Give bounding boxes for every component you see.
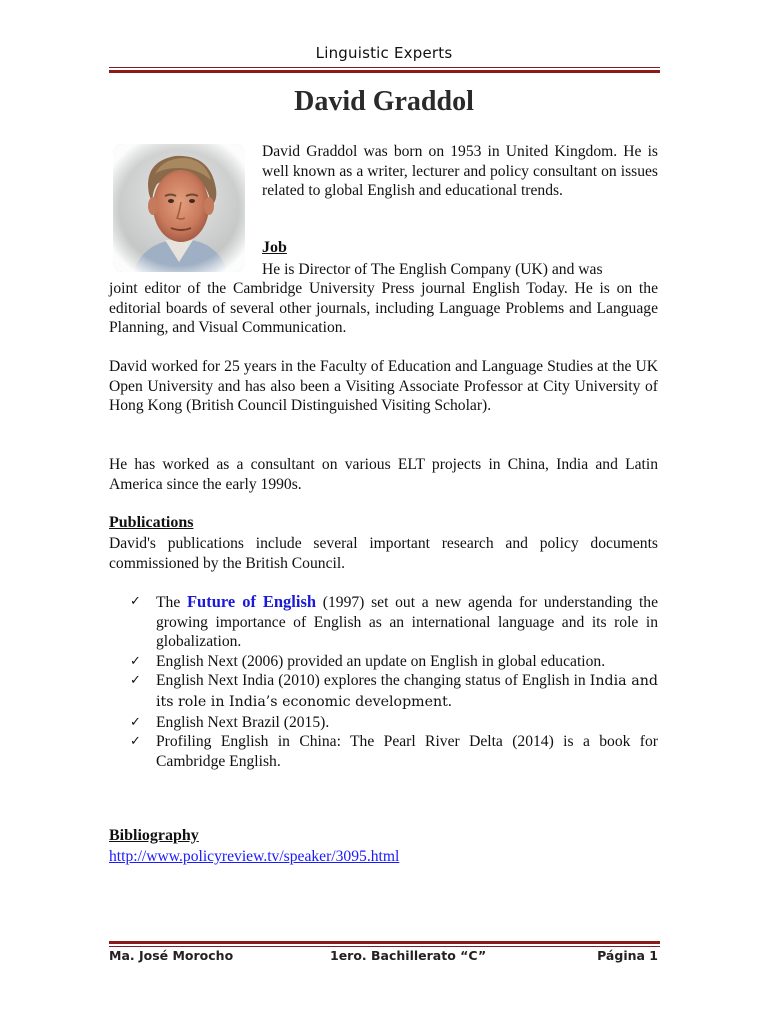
page-title: David Graddol <box>294 86 474 117</box>
checkmark-icon: ✓ <box>130 714 141 730</box>
list-item: ✓ English Next (2006) provided an update on English in global education. <box>130 652 606 670</box>
footer-divider <box>109 941 660 947</box>
footer-author: Ma. José Morocho <box>109 948 234 963</box>
publications-intro: David's publications include several important research and policy documents commissioned by the British Council. <box>109 535 658 572</box>
future-of-english-title: Future of English <box>186 592 317 611</box>
list-item: ✓ Profiling English in China: The Pearl River Delta (2014) is a book for Cambridge English. <box>130 733 658 770</box>
job-heading: Job <box>262 239 287 256</box>
footer-class: 1ero. Bachillerato “C” <box>330 948 487 963</box>
job-paragraph-line1: He is Director of The English Company (UK) and was <box>262 261 603 278</box>
list-item: ✓ English Next India (2010) explores the changing status of English in India and its role in India’s economic development. <box>130 672 658 710</box>
header-title: Linguistic Experts <box>315 44 453 62</box>
checkmark-icon: ✓ <box>130 653 141 669</box>
header-divider <box>109 67 660 73</box>
checkmark-icon: ✓ <box>130 673 141 689</box>
bibliography-link[interactable]: http://www.policyreview.tv/speaker/3095.html <box>109 848 400 865</box>
publications-heading: Publications <box>109 514 194 531</box>
checkmark-icon: ✓ <box>130 734 141 750</box>
bibliography-heading: Bibliography <box>109 827 199 844</box>
portrait-photo <box>113 144 245 272</box>
checkmark-icon: ✓ <box>130 594 141 609</box>
footer-page-number: Página 1 <box>597 948 658 963</box>
intro-paragraph: David Graddol was born on 1953 in United Kingdom. He is well known as a writer, lecturer and policy consultant on issues related to global English and educational trends. <box>262 143 658 200</box>
publications-list <box>130 592 658 771</box>
consultant-paragraph: He has worked as a consultant on various ELT projects in China, India and Latin America since the early 1990s. <box>109 456 658 493</box>
list-item: ✓ The Future of English (1997) set out a new agenda for understanding the growing importance of English as an international language and its role in globalization. <box>130 592 658 651</box>
list-item: ✓ English Next Brazil (2015). <box>130 713 330 731</box>
job-paragraph-rest: joint editor of the Cambridge University Press journal English Today. He is on the editorial boards of several other journals, including Language Problems and Language Planning, and Visual Communication. <box>109 280 658 337</box>
career-paragraph: David worked for 25 years in the Faculty of Education and Language Studies at the UK Open University and has also been a Visiting Associate Professor at City University of Hong Kong (British Council Distinguished Visiting Scholar). <box>109 358 658 415</box>
